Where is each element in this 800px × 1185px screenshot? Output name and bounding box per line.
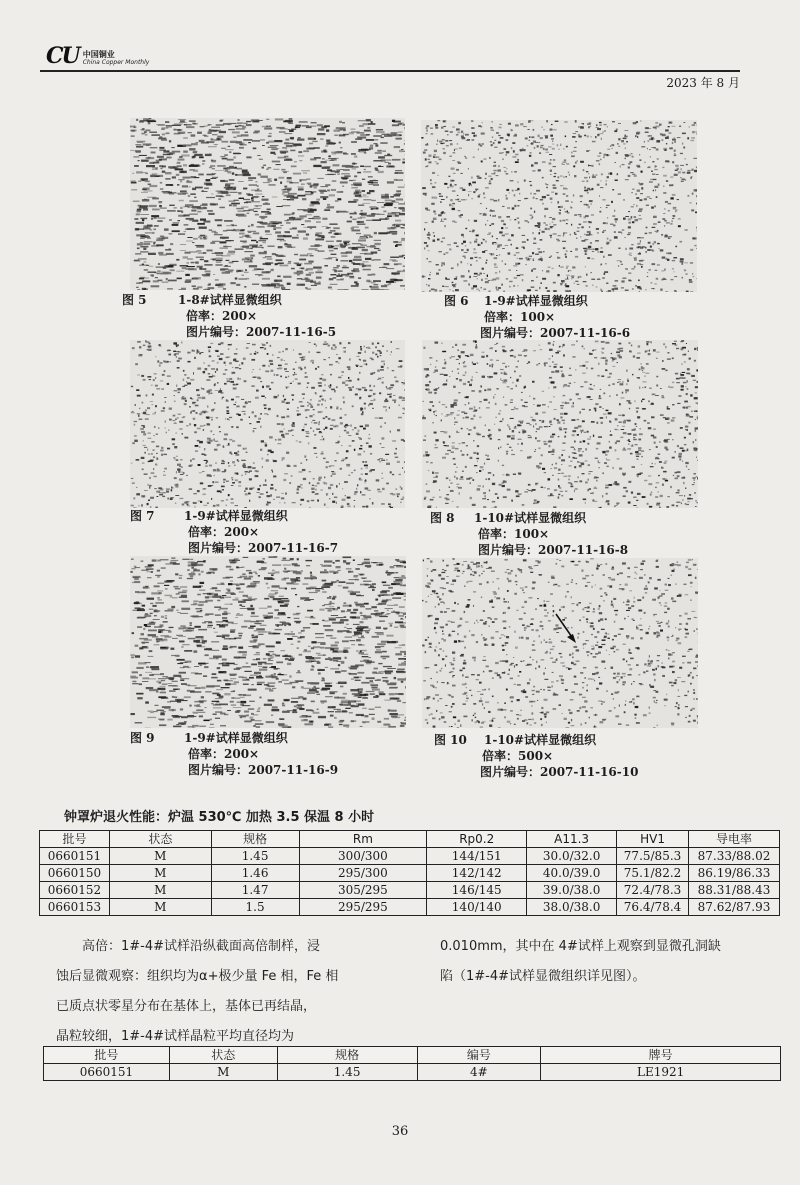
table1-title: 钟罩炉退火性能：炉温 530℃ 加热 3.5 保温 8 小时	[64, 810, 375, 825]
table1-header-row	[40, 831, 780, 848]
table-cell: M	[109, 882, 211, 899]
caption-figure-7	[130, 508, 338, 556]
logo-chinese-name: 中国铜业	[82, 50, 115, 59]
figure-magnification: 倍率：500×	[482, 749, 554, 763]
table-cell: 0660152	[40, 882, 110, 899]
micrograph-figure-5	[130, 118, 405, 290]
table2-header: 牌号	[541, 1047, 781, 1064]
figure-label: 图 5	[122, 293, 147, 307]
table-cell: 1.46	[211, 865, 299, 882]
table-cell: 305/295	[299, 882, 427, 899]
figure-magnification: 倍率：100×	[484, 310, 556, 324]
table-cell: 4#	[417, 1064, 541, 1081]
table1-header: 批号	[40, 831, 110, 848]
text-line: 晶粒较细，1#-4#试样晶粒平均直径均为	[56, 1029, 295, 1044]
caption-figure-9	[130, 730, 338, 778]
table-cell: 295/300	[299, 865, 427, 882]
micrograph-figure-8	[422, 340, 698, 508]
figure-picture-number: 图片编号：2007-11-16-5	[186, 325, 337, 339]
table-cell: 0660153	[40, 899, 110, 916]
table-cell: 140/140	[427, 899, 527, 916]
table-row	[40, 882, 780, 899]
table-cell: 146/145	[427, 882, 527, 899]
table-cell: 40.0/39.0	[527, 865, 617, 882]
micrograph-figure-7	[130, 340, 405, 508]
figure-label: 图 7	[130, 509, 155, 523]
figure-title: 1-9#试样显微组织	[184, 731, 288, 745]
text-line: 蚀后显微观察：组织均为α+极少量 Fe 相，Fe 相	[56, 969, 339, 984]
table-cell: 76.4/78.4	[617, 899, 689, 916]
figure-title: 1-9#试样显微组织	[484, 294, 588, 308]
table2-header: 批号	[44, 1047, 170, 1064]
figure-picture-number: 图片编号：2007-11-16-6	[480, 326, 631, 340]
table-cell: M	[169, 1064, 277, 1081]
text-line: 0.010mm，其中在 4#试样上观察到显微孔洞缺	[440, 939, 721, 954]
figure-title: 1-10#试样显微组织	[484, 733, 597, 747]
table-cell: 1.45	[211, 848, 299, 865]
figure-picture-number: 图片编号：2007-11-16-7	[188, 541, 339, 555]
table-cell: 72.4/78.3	[617, 882, 689, 899]
body-text-left-column	[56, 932, 426, 1052]
table-cell: 295/295	[299, 899, 427, 916]
logo-english-name: China Copper Monthly	[82, 59, 150, 66]
header-rule	[40, 70, 740, 72]
annealing-properties-table	[39, 830, 780, 916]
table-cell: 0660150	[40, 865, 110, 882]
table1-header: HV1	[617, 831, 689, 848]
table-cell: 0660151	[40, 848, 110, 865]
figure-picture-number: 图片编号：2007-11-16-8	[478, 543, 629, 557]
table-cell: 1.5	[211, 899, 299, 916]
defect-arrow-icon	[552, 612, 582, 646]
table-cell: 75.1/82.2	[617, 865, 689, 882]
page-number: 36	[391, 1124, 409, 1139]
table-cell: 88.31/88.43	[689, 882, 780, 899]
caption-figure-6	[444, 293, 630, 341]
figure-label: 图 6	[444, 294, 469, 308]
figure-title: 1-8#试样显微组织	[178, 293, 282, 307]
table1-header: 状态	[109, 831, 211, 848]
table1-header: 规格	[211, 831, 299, 848]
caption-figure-10	[434, 732, 638, 780]
table-cell: LE1921	[541, 1064, 781, 1081]
journal-logo	[46, 43, 150, 69]
table-cell: 0660151	[44, 1064, 170, 1081]
figure-picture-number: 图片编号：2007-11-16-9	[188, 763, 339, 777]
figure-label: 图 8	[430, 511, 455, 525]
figure-label: 图 10	[434, 733, 467, 747]
figure-magnification: 倍率：100×	[478, 527, 550, 541]
table-cell: M	[109, 848, 211, 865]
table-cell: 86.19/86.33	[689, 865, 780, 882]
sample-info-table	[43, 1046, 781, 1081]
table-cell: 77.5/85.3	[617, 848, 689, 865]
figure-label: 图 9	[130, 731, 155, 745]
table1-header: A11.3	[527, 831, 617, 848]
figure-magnification: 倍率：200×	[188, 525, 260, 539]
text-line: 已质点状零星分布在基体上，基体已再结晶，	[56, 999, 317, 1014]
table-cell: 1.47	[211, 882, 299, 899]
table1-header: Rp0.2	[427, 831, 527, 848]
issue-date: 2023 年 8 月	[666, 76, 740, 90]
table-row	[40, 865, 780, 882]
text-line: 陷（1#-4#试样显微组织详见图）。	[440, 969, 646, 984]
table-cell: M	[109, 899, 211, 916]
table-row	[44, 1064, 781, 1081]
table-cell: 39.0/38.0	[527, 882, 617, 899]
table-cell: 300/300	[299, 848, 427, 865]
table1-header: Rm	[299, 831, 427, 848]
figure-title: 1-10#试样显微组织	[474, 511, 587, 525]
table-cell: 87.33/88.02	[689, 848, 780, 865]
figure-picture-number: 图片编号：2007-11-16-10	[480, 765, 639, 779]
figure-magnification: 倍率：200×	[186, 309, 258, 323]
logo-mark: CU	[46, 43, 79, 69]
table-cell: 87.62/87.93	[689, 899, 780, 916]
table1-header: 导电率	[689, 831, 780, 848]
table-cell: 142/142	[427, 865, 527, 882]
table-cell: 144/151	[427, 848, 527, 865]
table2-header: 状态	[169, 1047, 277, 1064]
table2-header: 编号	[417, 1047, 541, 1064]
table-cell: M	[109, 865, 211, 882]
micrograph-figure-9	[130, 556, 406, 728]
table-cell: 1.45	[277, 1064, 417, 1081]
table2-header-row	[44, 1047, 781, 1064]
table-row	[40, 848, 780, 865]
table2-header: 规格	[277, 1047, 417, 1064]
figure-title: 1-9#试样显微组织	[184, 509, 288, 523]
caption-figure-8	[430, 510, 628, 558]
figure-magnification: 倍率：200×	[188, 747, 260, 761]
table-cell: 30.0/32.0	[527, 848, 617, 865]
caption-figure-5	[122, 292, 336, 340]
text-line: 高倍：1#-4#试样沿纵截面高倍制样，浸	[82, 939, 321, 954]
table-row	[40, 899, 780, 916]
body-text-right-column	[440, 932, 780, 992]
table-cell: 38.0/38.0	[527, 899, 617, 916]
micrograph-figure-6	[421, 120, 697, 292]
